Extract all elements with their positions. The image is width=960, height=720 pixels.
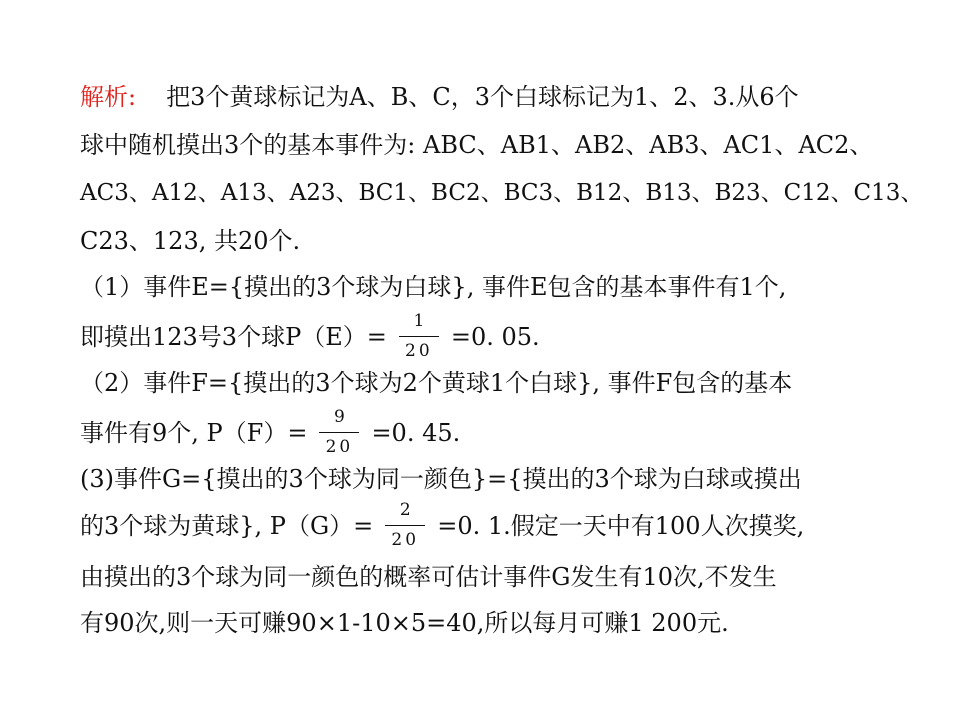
part1-line-1: （1）事件E={摸出的3个球为白球}, 事件E包含的基本事件有1个,	[80, 273, 787, 301]
part1-result: =0. 05.	[450, 323, 540, 351]
solution-line-3: AC3、A12、A13、A23、BC1、BC2、BC3、B12、B13、B23、C12、C13、	[80, 180, 924, 206]
part1-probability-text: 即摸出123号3个球P（E）=	[80, 323, 387, 351]
part1-line-2	[80, 311, 540, 361]
solution-text-1: 把3个黄球标记为A、B、C，3个白球标记为1、2、3.从6个	[166, 83, 799, 111]
solution-line-1	[80, 82, 799, 112]
part3-line-4: 有90次,则一天可赚90×1-10×5=40,所以每月可赚1 200元.	[80, 609, 729, 637]
solution-label: 解析:	[80, 83, 137, 111]
part3-line-2	[80, 500, 805, 550]
fraction-9-20	[313, 407, 365, 457]
part2-probability-text: 事件有9个, P（F）=	[80, 419, 308, 447]
fraction-bar	[399, 336, 439, 337]
fraction-1-20	[393, 311, 445, 361]
part2-result: =0. 45.	[371, 419, 461, 447]
fraction-2-20	[379, 500, 431, 550]
part3-probability-text: 的3个球为黄球}, P（G）=	[80, 512, 374, 540]
part3-line-3: 由摸出的3个球为同一颜色的概率可估计事件G发生有10次,不发生	[80, 563, 777, 591]
fraction-bar	[385, 525, 425, 526]
fraction-numerator: 1	[413, 311, 425, 331]
solution-line-2: 球中随机摸出3个的基本事件为: ABC、AB1、AB2、AB3、AC1、AC2、	[80, 131, 874, 159]
fraction-numerator: 9	[334, 407, 345, 427]
fraction-denominator: 20	[405, 341, 433, 361]
fraction-denominator: 20	[325, 437, 354, 457]
part3-line-1: (3)事件G={摸出的3个球为同一颜色}={摸出的3个球为白球或摸出	[80, 465, 802, 493]
fraction-denominator: 20	[391, 530, 420, 550]
part2-line-1: （2）事件F={摸出的3个球为2个黄球1个白球}, 事件F包含的基本	[80, 369, 793, 397]
part3-result: =0. 1.假定一天中有100人次摸奖,	[437, 512, 805, 540]
fraction-numerator: 2	[399, 500, 411, 520]
solution-line-4: C23、123, 共20个.	[80, 227, 301, 255]
part2-line-2	[80, 407, 461, 457]
fraction-bar	[319, 432, 359, 433]
